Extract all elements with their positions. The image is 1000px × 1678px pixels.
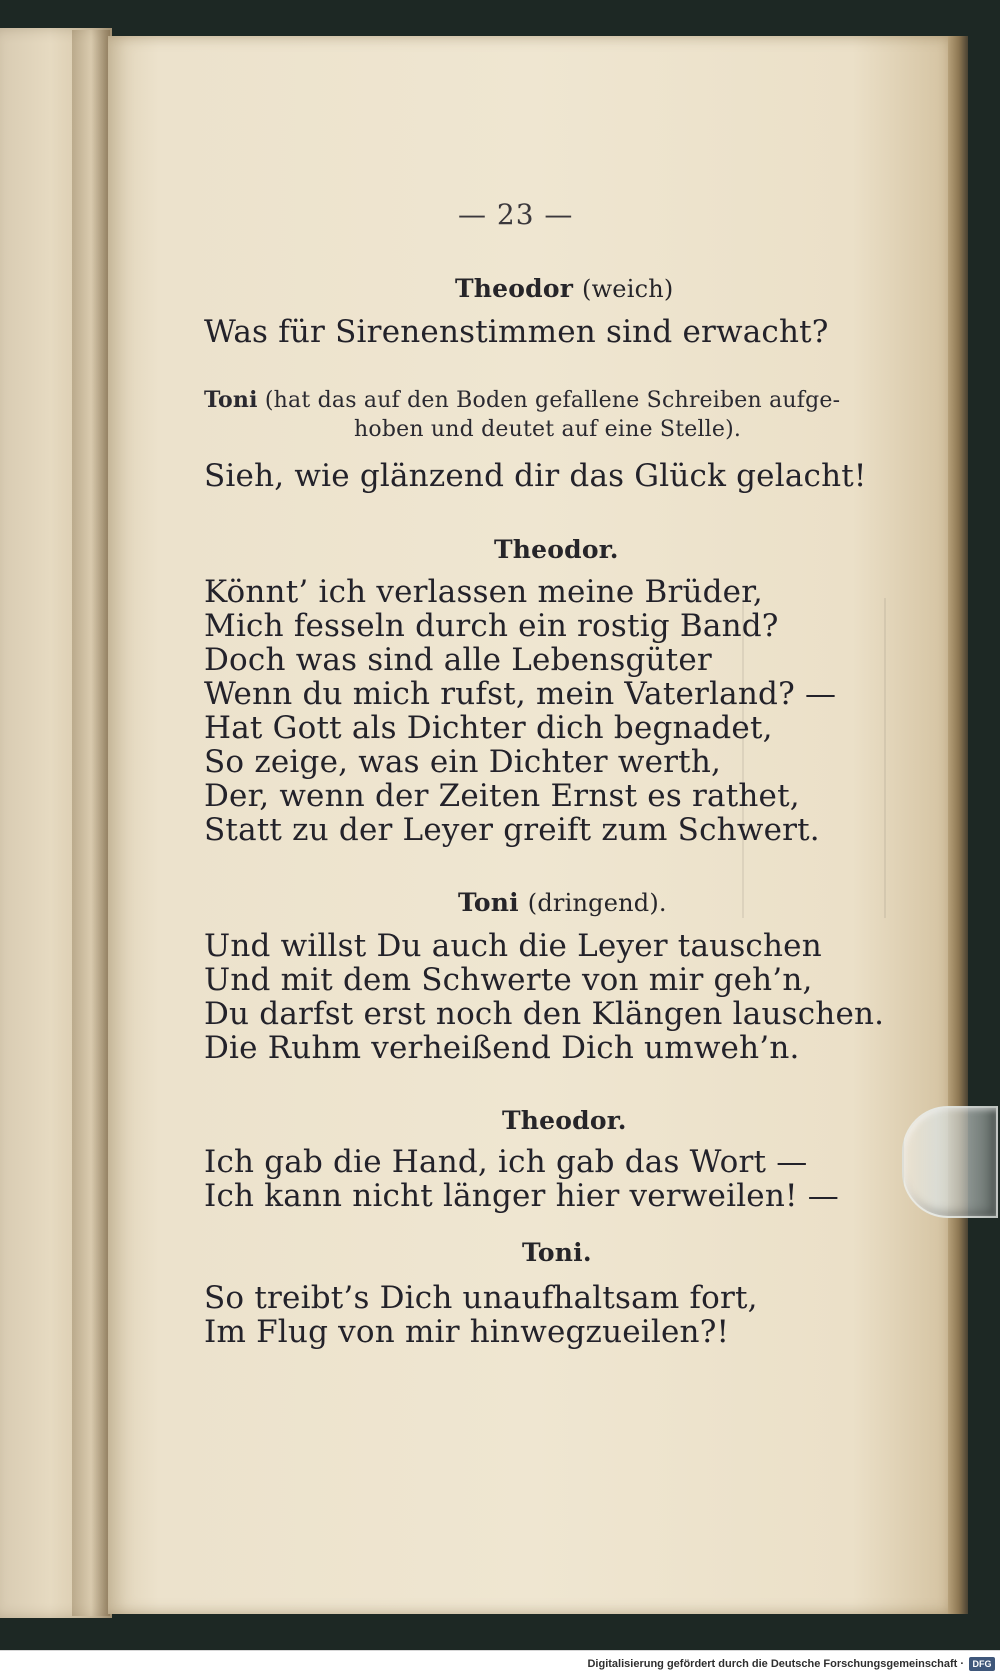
- verse-line: Sieh, wie glänzend dir das Glück gelacht!: [204, 458, 867, 494]
- verse-line: Hat Gott als Dichter dich begnadet,: [204, 710, 773, 746]
- verse-line: Mich fesseln durch ein rostig Band?: [204, 608, 779, 644]
- speaker-theodor-weich: Theodor (weich): [455, 274, 674, 303]
- book-gutter-shadow: [72, 30, 110, 1616]
- verse-line: Statt zu der Leyer greift zum Schwert.: [204, 812, 820, 848]
- show-through-frame: [742, 598, 886, 918]
- verse-line: Könnt’ ich verlassen meine Brüder,: [204, 574, 763, 610]
- verse-line: So treibt’s Dich unaufhaltsam fort,: [204, 1280, 758, 1316]
- verse-line: Du darfst erst noch den Klängen lauschen.: [204, 996, 885, 1032]
- page-number: — 23 —: [458, 198, 574, 231]
- verse-line: Im Flug von mir hinwegzueilen?!: [204, 1314, 730, 1350]
- verse-line: Die Ruhm verheißend Dich umweh’n.: [204, 1030, 800, 1066]
- stage-direction-toni: [204, 386, 894, 415]
- verse-line: So zeige, was ein Dichter werth,: [204, 744, 722, 780]
- verse-line: Und willst Du auch die Leyer tauschen: [204, 928, 822, 964]
- page-clip: [902, 1106, 998, 1218]
- verse-line: Ich kann nicht länger hier verweilen! —: [204, 1178, 839, 1214]
- footer-credit: Digitalisierung gefördert durch die Deutsche Forschungsgemeinschaft ·: [587, 1658, 964, 1670]
- stage-speaker-toni: Toni: [204, 387, 258, 413]
- stage-direction-continuation: hoben und deutet auf eine Stelle).: [354, 417, 742, 442]
- speaker-toni: Toni.: [522, 1238, 592, 1267]
- speaker-theodor: Theodor.: [494, 535, 619, 564]
- stage-direction-text: (hat das auf den Boden gefallene Schreiben aufge-: [264, 388, 841, 413]
- verse-line: Und mit dem Schwerte von mir geh’n,: [204, 962, 813, 998]
- verse-line: Was für Sirenenstimmen sind erwacht?: [204, 314, 829, 350]
- speaker-theodor: Theodor.: [502, 1106, 627, 1135]
- verse-line: Wenn du mich rufst, mein Vaterland? —: [204, 676, 837, 712]
- page-edge: [948, 36, 968, 1614]
- dfg-logo: DFG: [969, 1657, 995, 1671]
- verse-line: Der, wenn der Zeiten Ernst es rathet,: [204, 778, 800, 814]
- speaker-toni-dringend: Toni (dringend).: [458, 888, 667, 917]
- verse-line: Doch was sind alle Lebensgüter: [204, 642, 712, 678]
- verse-line: Ich gab die Hand, ich gab das Wort —: [204, 1144, 808, 1180]
- digitization-footer: [0, 1650, 1000, 1678]
